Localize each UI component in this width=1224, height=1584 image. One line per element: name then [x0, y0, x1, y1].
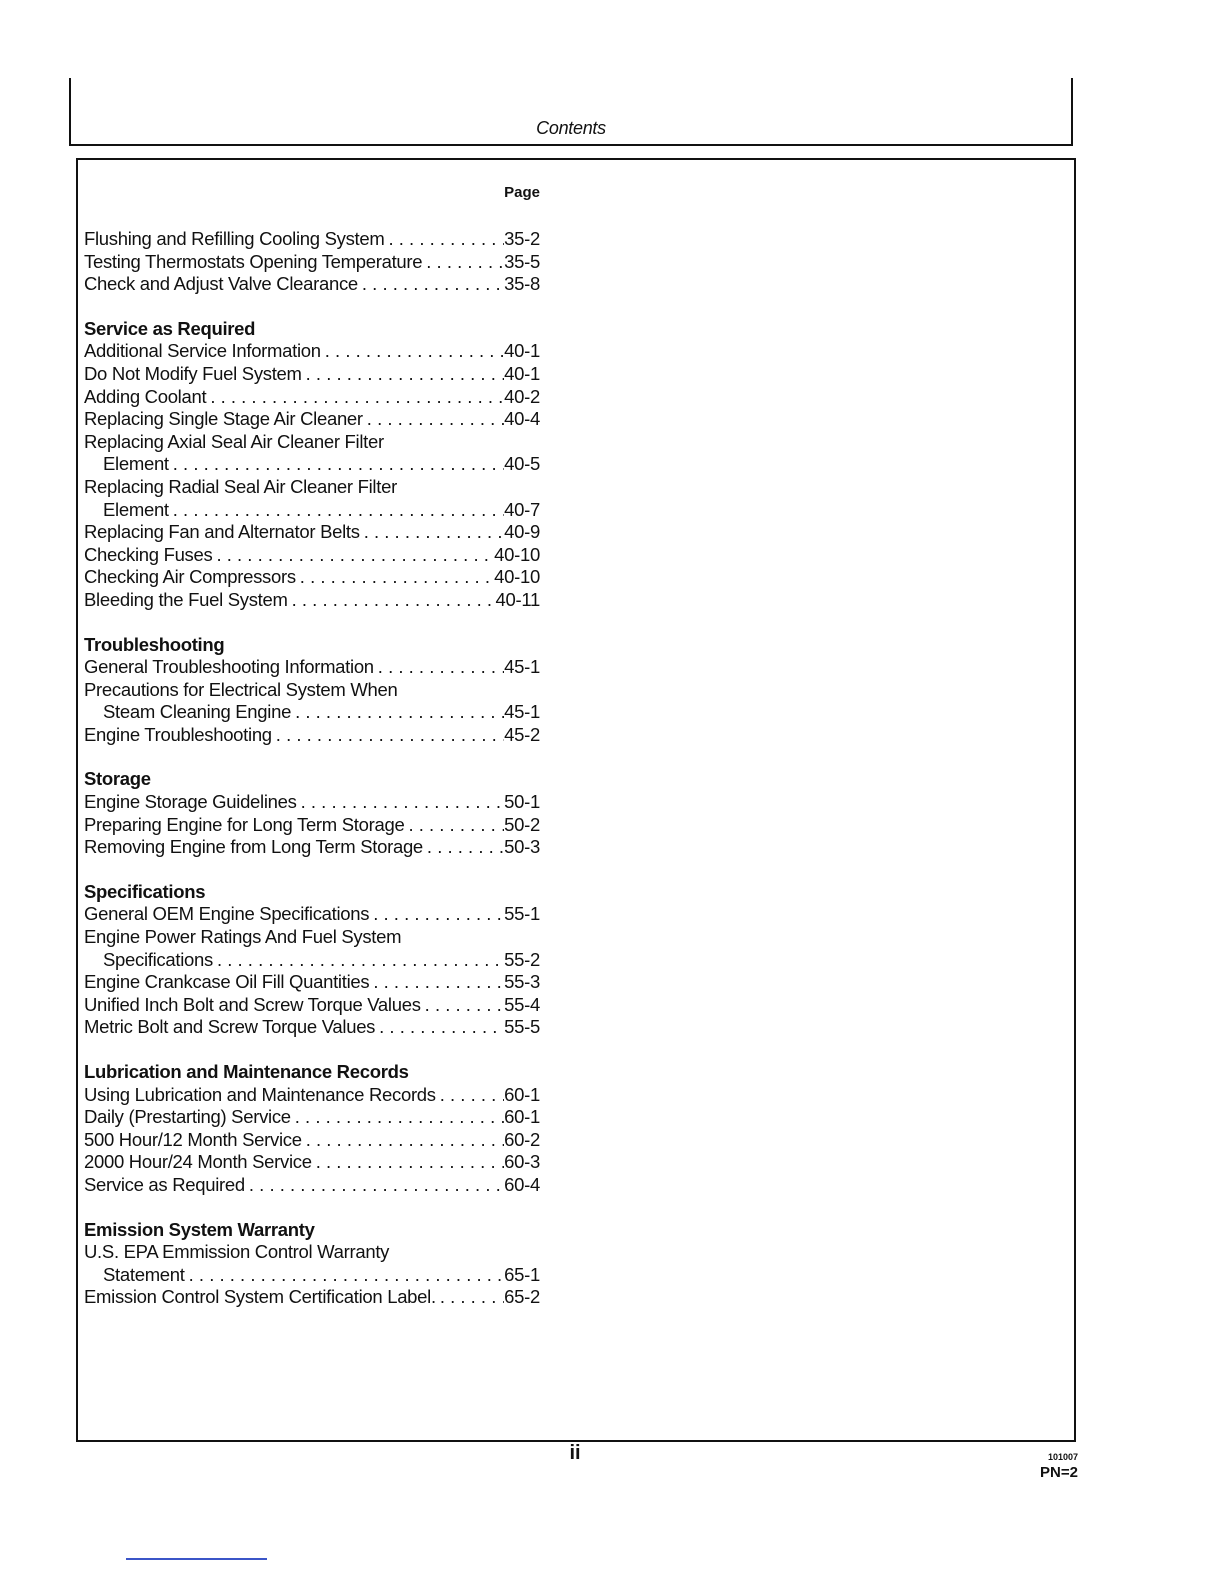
toc-entry[interactable] [84, 340, 540, 363]
dot-leader [169, 453, 504, 476]
toc-entry-line [84, 340, 540, 363]
toc-entry-line [84, 499, 540, 522]
toc-entry-line [84, 1241, 540, 1264]
dot-leader [404, 814, 504, 837]
toc-entry[interactable] [84, 1016, 540, 1039]
dot-leader [169, 499, 504, 522]
dot-leader [358, 273, 504, 296]
toc-entry-page: 40-9 [504, 521, 540, 543]
toc-entry-line [84, 971, 540, 994]
toc-entry-page: 40-1 [504, 362, 540, 384]
toc-entry-line [84, 363, 540, 386]
toc-entry-label: Using Lubrication and Maintenance Records [84, 1083, 436, 1105]
toc-sections [84, 318, 540, 1309]
toc-entry[interactable] [84, 273, 540, 296]
toc-entry-page: 40-5 [504, 453, 540, 475]
toc-entry[interactable] [84, 836, 540, 859]
toc-entry-line [84, 521, 540, 544]
toc-entry-label: Engine Crankcase Oil Fill Quantities [84, 971, 370, 993]
toc-entry[interactable] [84, 1129, 540, 1152]
dot-leader [421, 994, 505, 1017]
toc-entry-page: 35-2 [504, 228, 540, 249]
toc-entry-page: 60-1 [504, 1083, 540, 1105]
dot-leader [360, 521, 504, 544]
toc-entry-page: 65-2 [504, 1286, 540, 1308]
toc-entry-line [84, 949, 540, 972]
toc-entry-line [84, 476, 540, 499]
toc-entry-page: 35-8 [504, 273, 540, 295]
toc-entry-page: 35-5 [504, 250, 540, 272]
toc-entry-line [84, 544, 540, 567]
toc-entry-page: 40-7 [504, 498, 540, 520]
toc-entry-page: 40-2 [504, 385, 540, 407]
toc-entry-label: Flushing and Refilling Cooling System [84, 228, 385, 249]
footer-code: 101007 [1047, 1452, 1078, 1462]
toc-entry-page: 60-2 [504, 1128, 540, 1150]
toc-entry-label: Engine Troubleshooting [84, 723, 272, 745]
toc-entry-line [84, 1264, 540, 1287]
toc-entry-label: Element [103, 498, 169, 520]
section-title[interactable]: Service as Required [84, 317, 256, 339]
section-title[interactable]: Troubleshooting [84, 633, 225, 655]
toc-entry-page: 60-4 [504, 1173, 540, 1195]
toc-entry[interactable] [84, 679, 540, 724]
toc-entry-line [84, 656, 540, 679]
toc-entry-page: 45-1 [504, 701, 540, 723]
dot-leader [436, 1286, 504, 1309]
toc-entry-label: 2000 Hour/24 Month Service [84, 1151, 312, 1173]
toc-entry-label: Engine Storage Guidelines [84, 791, 297, 813]
toc-entry[interactable] [84, 521, 540, 544]
toc-entry[interactable] [84, 656, 540, 679]
toc-entry-page: 40-10 [494, 543, 540, 565]
toc-entry-label: Unified Inch Bolt and Screw Torque Values [84, 993, 421, 1015]
toc-section [84, 1061, 540, 1197]
toc-entry-label: U.S. EPA Emmission Control Warranty [84, 1241, 390, 1263]
header-title: Contents [536, 118, 606, 138]
dot-leader [422, 251, 504, 274]
toc-entry-line [84, 408, 540, 431]
toc-entry[interactable] [84, 814, 540, 837]
toc-entry[interactable] [84, 1241, 540, 1286]
toc-entry-label: Steam Cleaning Engine [103, 701, 292, 723]
toc-entry-label: Check and Adjust Valve Clearance [84, 273, 358, 295]
toc-entry-line [84, 453, 540, 476]
toc-entry-line [84, 1106, 540, 1129]
toc-entry-label: Do Not Modify Fuel System [84, 362, 302, 384]
toc-entry-label: Specifications [103, 948, 213, 970]
dot-leader [272, 724, 504, 747]
toc-section [84, 1219, 540, 1309]
dot-leader [206, 386, 504, 409]
toc-entry-line [84, 791, 540, 814]
dot-leader [302, 1129, 504, 1152]
toc-entry[interactable] [84, 566, 540, 589]
toc-entry[interactable] [84, 386, 540, 409]
dot-leader [288, 589, 496, 612]
toc-entry-label: Replacing Axial Seal Air Cleaner Filter [84, 430, 384, 452]
toc-entry-label: Additional Service Information [84, 340, 321, 362]
toc-entry-page: 55-1 [504, 903, 540, 925]
toc-entry-line [84, 386, 540, 409]
dot-leader [363, 408, 504, 431]
toc-entry-label: Replacing Single Stage Air Cleaner [84, 408, 363, 430]
toc-entry-page: 40-11 [495, 588, 540, 610]
toc-entry-line [84, 566, 540, 589]
section-title[interactable]: Specifications [84, 880, 206, 902]
toc-entry[interactable] [84, 1151, 540, 1174]
toc-entry-line [84, 251, 540, 274]
bottom-rule [126, 1558, 267, 1560]
toc-entry[interactable] [84, 1286, 540, 1309]
contents-frame [76, 158, 1076, 1442]
toc-entry-label: Metric Bolt and Screw Torque Values [84, 1016, 376, 1038]
toc-entry-page: 55-3 [504, 971, 540, 993]
toc-entry[interactable] [84, 1106, 540, 1129]
toc-entry[interactable] [84, 363, 540, 386]
toc-entry[interactable] [84, 408, 540, 431]
toc-entry-label: Replacing Radial Seal Air Cleaner Filter [84, 475, 397, 497]
toc-entry-label: Service as Required [84, 1173, 245, 1195]
dot-leader [369, 971, 504, 994]
toc-entry-line [84, 1016, 540, 1039]
toc-entry-line [84, 1151, 540, 1174]
dot-leader [384, 228, 504, 251]
toc-section [84, 634, 540, 747]
toc-entry-line [84, 589, 540, 612]
toc-entry[interactable] [84, 994, 540, 1017]
toc-entry[interactable] [84, 926, 540, 971]
toc-entry-line [84, 724, 540, 747]
table-of-contents [84, 184, 540, 1331]
page-header [69, 78, 1073, 146]
toc-entry-page: 40-4 [504, 408, 540, 430]
dot-leader [213, 949, 504, 972]
toc-entry-line [84, 1084, 540, 1107]
toc-entry-label: Engine Power Ratings And Fuel System [84, 926, 402, 948]
toc-entry-line [84, 1129, 540, 1152]
toc-entry-page: 50-2 [504, 813, 540, 835]
toc-entry-label: 500 Hour/12 Month Service [84, 1128, 302, 1150]
toc-entry-page: 55-4 [504, 993, 540, 1015]
toc-entry-page: 60-3 [504, 1151, 540, 1173]
dot-leader [297, 791, 505, 814]
dot-leader [185, 1264, 505, 1287]
dot-leader [312, 1151, 504, 1174]
toc-entry-line [84, 994, 540, 1017]
toc-entry-label: Checking Air Compressors [84, 566, 296, 588]
toc-entry-line [84, 1286, 540, 1309]
toc-entry-label: Statement [103, 1263, 185, 1285]
toc-entry-page: 50-1 [504, 791, 540, 813]
toc-entry-page: 55-2 [504, 948, 540, 970]
toc-entry-line [84, 1174, 540, 1197]
dot-leader [321, 340, 504, 363]
toc-entry[interactable] [84, 431, 540, 476]
dot-leader [212, 544, 494, 567]
section-title[interactable]: Lubrication and Maintenance Records [84, 1061, 409, 1082]
page-column-heading: Page [504, 184, 540, 201]
section-title[interactable]: Storage [84, 768, 151, 790]
toc-entry-label: Replacing Fan and Alternator Belts [84, 521, 360, 543]
toc-entry-label: Preparing Engine for Long Term Storage [84, 813, 405, 835]
footer-page-number: ii [569, 1442, 581, 1464]
toc-entry-line [84, 679, 540, 702]
footer-pn: PN=2 [1040, 1464, 1078, 1481]
toc-entry[interactable] [84, 251, 540, 274]
dot-leader [423, 836, 504, 859]
toc-entry-line [84, 903, 540, 926]
toc-entry-page: 45-2 [504, 723, 540, 745]
toc-entry-page: 50-3 [504, 836, 540, 858]
toc-entry-label: General OEM Engine Specifications [84, 903, 370, 925]
toc-entry-label: Emission Control System Certification Label. [84, 1286, 436, 1308]
intro-section [84, 228, 540, 296]
toc-entry[interactable] [84, 971, 540, 994]
dot-leader [375, 1016, 504, 1039]
toc-section [84, 768, 540, 858]
toc-entry[interactable] [84, 544, 540, 567]
toc-entry-page: 40-1 [504, 340, 540, 362]
dot-leader [436, 1084, 504, 1107]
dot-leader [296, 566, 494, 589]
toc-entry-label: Bleeding the Fuel System [84, 588, 288, 610]
toc-entry-line [84, 701, 540, 724]
toc-entry[interactable] [84, 903, 540, 926]
toc-entry-line [84, 836, 540, 859]
toc-entry[interactable] [84, 724, 540, 747]
dot-leader [291, 701, 504, 724]
toc-entry[interactable] [84, 476, 540, 521]
toc-entry-page: 65-1 [504, 1263, 540, 1285]
section-title[interactable]: Emission System Warranty [84, 1218, 315, 1240]
toc-entry-page: 55-5 [504, 1016, 540, 1038]
toc-entry-label: Element [103, 453, 169, 475]
toc-entry-page: 45-1 [504, 656, 540, 678]
toc-entry-line [84, 228, 540, 251]
toc-entry-label: General Troubleshooting Information [84, 656, 374, 678]
dot-leader [302, 363, 505, 386]
toc-entry-line [84, 431, 540, 454]
toc-section [84, 318, 540, 612]
toc-entry-label: Precautions for Electrical System When [84, 678, 398, 700]
toc-entry-label: Removing Engine from Long Term Storage [84, 836, 423, 858]
toc-entry[interactable] [84, 589, 540, 612]
toc-entry[interactable] [84, 791, 540, 814]
toc-entry-line [84, 926, 540, 949]
toc-entry-label: Testing Thermostats Opening Temperature [84, 250, 423, 272]
toc-entry-label: Daily (Prestarting) Service [84, 1106, 291, 1128]
toc-entry-page: 40-10 [494, 566, 540, 588]
toc-entry-page: 60-1 [504, 1106, 540, 1128]
toc-entry-label: Checking Fuses [84, 543, 213, 565]
dot-leader [291, 1106, 504, 1129]
toc-entry[interactable] [84, 1084, 540, 1107]
toc-entry-line [84, 273, 540, 296]
toc-entry[interactable] [84, 1174, 540, 1197]
dot-leader [374, 656, 504, 679]
toc-entry[interactable] [84, 228, 540, 251]
toc-section [84, 881, 540, 1039]
dot-leader [369, 903, 504, 926]
toc-entry-line [84, 814, 540, 837]
dot-leader [245, 1174, 504, 1197]
toc-entry-label: Adding Coolant [84, 385, 207, 407]
